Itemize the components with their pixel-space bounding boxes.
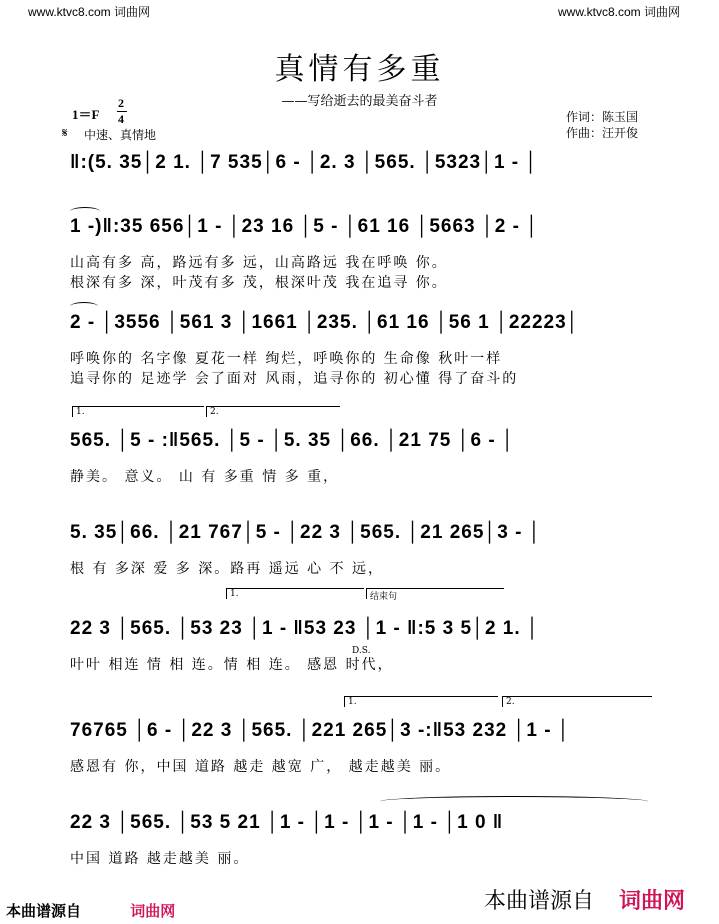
watermark-left: www.ktvc8.com 词曲网 xyxy=(28,5,151,19)
ds-marking: D.S. xyxy=(352,646,371,656)
watermark-right: www.ktvc8.com 词曲网 xyxy=(558,5,681,19)
score-line-3 xyxy=(70,306,650,342)
volta-first-ending: 1. xyxy=(344,696,498,707)
notes-line-1: ‖:(5. 35│2 1. │7 535│6 - │2. 3 │565. │5323│1 - │ xyxy=(70,152,539,173)
notes-line-2: 1 -)‖:35 656│1 - │23 16 │5 - │61 16 │5663 │2 - │ xyxy=(70,216,540,237)
score-line-5 xyxy=(70,516,650,552)
notes-line-5: 5. 35│66. │21 767│5 - │22 3 │565. │21 265│3 - │ xyxy=(70,522,542,543)
volta-first-ending: 1. xyxy=(72,406,204,417)
lyrics-line-4: 静美。 意义。 山 有 多重 情 多 重， xyxy=(70,469,340,485)
lyrics-line-2-verse-2: 根深有多 深，叶茂有多 茂，根深叶茂 我在追寻 你。 xyxy=(70,275,448,291)
time-signature-bottom: 4 xyxy=(118,112,124,126)
footer-source-right xyxy=(484,884,685,915)
footer-right-text: 本曲谱源自 xyxy=(484,889,595,914)
lyrics-line-2-verse-1: 山高有多 高，路远有多 远，山高路远 我在呼唤 你。 xyxy=(70,255,448,271)
notes-line-7: 76765 │6 - │22 3 │565. │221 265│3 -:‖53 232 │1 - │ xyxy=(70,720,571,741)
song-title: 真情有多重 xyxy=(274,52,445,87)
score-line-1 xyxy=(70,146,650,182)
lyrics-line-5: 根 有 多深 爱 多 深。路再 遥远 心 不 远， xyxy=(70,561,385,577)
key-signature: 1＝F xyxy=(72,107,100,122)
score-line-8 xyxy=(70,806,650,842)
lyrics-line-8: 中国 道路 越走越美 丽。 xyxy=(70,851,250,867)
lyrics-line-6: 叶叶 相连 情 相 连。情 相 连。 感恩 时代， xyxy=(70,657,394,673)
volta-second-ending: 2. xyxy=(502,696,652,707)
score-line-2 xyxy=(70,210,650,246)
lyrics-line-3-verse-1: 呼唤你的 名字像 夏花一样 绚烂，呼唤你的 生命像 秋叶一样 xyxy=(70,351,503,367)
composer-credit: 作曲：汪开俊 xyxy=(566,126,639,140)
time-signature-top: 2 xyxy=(118,96,124,110)
volta-coda: 结束句 xyxy=(366,588,504,599)
footer-left-text: 本曲谱源自 xyxy=(6,902,82,920)
lyricist-credit: 作词：陈玉国 xyxy=(566,110,639,124)
volta-first-ending: 1. xyxy=(226,588,364,599)
tempo-marking: 中速、真情地 xyxy=(84,128,157,142)
notes-line-4: 565. │5 - :‖565. │5 - │5. 35 │66. │21 75 │6 - │ xyxy=(70,430,515,451)
score-line-6 xyxy=(70,612,650,648)
footer-source-left xyxy=(6,900,175,921)
segno-icon: 𝄋 xyxy=(62,126,68,141)
score-line-7 xyxy=(70,714,650,750)
volta-second-ending: 2. xyxy=(206,406,340,417)
footer-left-brand[interactable]: 词曲网 xyxy=(130,902,176,920)
lyrics-line-7: 感恩有 你，中国 道路 越走 越宽 广， 越走越美 丽。 xyxy=(70,759,452,775)
footer-right-brand[interactable]: 词曲网 xyxy=(619,889,686,914)
score-line-4 xyxy=(70,424,650,460)
lyrics-line-3-verse-2: 追寻你的 足迹学 会了面对 风雨，追寻你的 初心懂 得了奋斗的 xyxy=(70,371,519,387)
notes-line-6: 22 3 │565. │53 23 │1 - ‖53 23 │1 - ‖:5 3 5│2 1. │ xyxy=(70,618,540,639)
song-subtitle: ——写给逝去的最美奋斗者 xyxy=(281,94,438,109)
notes-line-8: 22 3 │565. │53 5 21 │1 - │1 - │1 - │1 - │1 0 ‖ xyxy=(70,812,504,833)
notes-line-3: 2 - │3556 │561 3 │1661 │235. │61 16 │56 1 │22223│ xyxy=(70,312,580,333)
